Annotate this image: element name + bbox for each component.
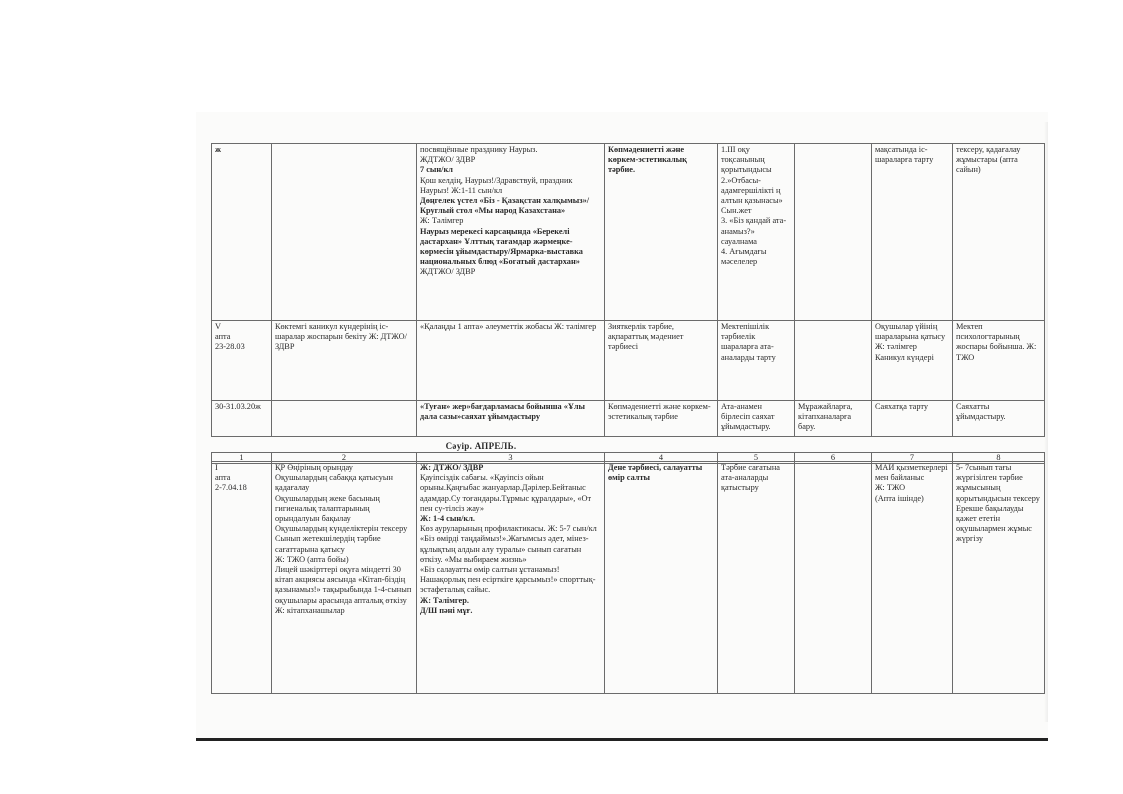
column-number: 7 <box>872 453 953 464</box>
direction-cell: Көпмәдениетті және көркем-эстетикалық тәрбие. <box>605 144 718 321</box>
events-cell: Ж: ДТЖО/ ЗДВР Қауіпсіздік сабағы. «Қауіпсіз ойын орыны.Қаңғыбас жануарлар.Дәрілер.Бейтаныс адамдар.Су тоғандары.Тұрмыс құралдары», «От пен су-тілсіз жау» Ж: 1-4 сын/кл. Көз ауруларының профилактикасы. Ж: 5-7 сын/кл «Біз өмірді таңдаймыз!».Жағымсыз әдет, мінез-құлықтың алдын алу туралы» сынып сағатын өткізу. «Мы выбираем жизнь» «Біз салауатты өмір салтын ұстанамыз! Нашақорлық пен есірткіге қарсымыз!» спорттық-эстафеталық сайыс. Ж: Тәлімгер. Д/Ш пәні мұғ. <box>417 462 605 694</box>
parents-cell: 1.ІІІ оқу тоқсанының қорытындысы 2.»Отбасы-адамгершілікті ң алтын қазынасы» Сын.жет 3. «Біз қандай ата-анамыз?» сауалнама 4. Ағымдағы мәселелер <box>718 144 795 321</box>
plan-table-march <box>211 143 1045 437</box>
tasks-cell: ҚР Өңіріның орындау Оқушылардың сабаққа қатысуын қадағалау Оқушылардың жеке басының гигиеналық талаптарының орындалуын бақылау Оқушылардың күнделіктерін тексеру Сынып жетекшілердің тәрбие сағаттарына қатысу Ж: ТЖО (апта бойы) Лицей шәкірттері оқуға міндетті 30 кітап акциясы аясында «Кітап-біздің қазынамыз!» тақырыбында 1-4-сынып оқушылары арасында апталық өткізу Ж: кітапханашылар <box>272 462 417 694</box>
community-cell <box>795 321 872 401</box>
tasks-cell <box>272 401 417 437</box>
plan-table-april <box>211 461 1045 694</box>
column-number: 3 <box>417 453 605 464</box>
direction-cell: Көпмәдениетті және көркем-эстетикалық тәрбие <box>605 401 718 437</box>
events-cell: «Туған» жер»бағдарламасы бойынша «Ұлы дала сазы»саяхат ұйымдастыру <box>417 401 605 437</box>
table-row <box>212 144 1045 321</box>
parents-cell: Тәрбие сағатына ата-аналарды қатыстыру <box>718 462 795 694</box>
control-cell: тексеру, қадағалау жұмыстары (апта сайын) <box>953 144 1045 321</box>
direction-cell: Дене тәрбиесі, салауатты өмір салты <box>605 462 718 694</box>
week-cell: І апта 2-7.04.18 <box>212 462 272 694</box>
involvement-cell: МАИ қызметкерлері мен байланыс Ж: ТЖО (Апта ішінде) <box>872 462 953 694</box>
table-row <box>212 462 1045 694</box>
table-row <box>212 401 1045 437</box>
week-cell: 30-31.03.20ж <box>212 401 272 437</box>
involvement-cell: мақсатында іс-шараларға тарту <box>872 144 953 321</box>
week-cell: V апта 23-28.03 <box>212 321 272 401</box>
column-number: 6 <box>795 453 872 464</box>
community-cell <box>795 144 872 321</box>
column-number: 5 <box>718 453 795 464</box>
direction-cell: Зияткерлік тәрбие, ақпараттық мәдениет тәрбиесі <box>605 321 718 401</box>
month-heading: Сәуір. АПРЕЛЬ. <box>445 441 517 451</box>
column-number: 2 <box>272 453 417 464</box>
control-cell: 5- 7сынып тағы жүргізілген тәрбие жұмысының қорытындысын тексеру Ерекше бақылауды қажет ететін оқушылармен жұмыс жүргізу <box>953 462 1045 694</box>
involvement-cell: Саяхатқа тарту <box>872 401 953 437</box>
parents-cell: Ата-анамен бірлесіп саяхат ұйымдастыру. <box>718 401 795 437</box>
parents-cell: Мектепішілік тәрбиелік шараларға ата-аналарды тарту <box>718 321 795 401</box>
control-cell: Саяхатты ұйымдастыру. <box>953 401 1045 437</box>
table-row <box>212 321 1045 401</box>
column-number: 4 <box>605 453 718 464</box>
control-cell: Мектеп психологтарының жоспары бойынша. Ж: ТЖО <box>953 321 1045 401</box>
tasks-cell: Көктемгі каникул күндерінің іс-шаралар жоспарын бекіту Ж: ДТЖО/ ЗДВР <box>272 321 417 401</box>
week-cell: ж <box>212 144 272 321</box>
column-number: 8 <box>953 453 1045 464</box>
community-cell: Мұражайларға, кітапханаларға бару. <box>795 401 872 437</box>
column-number: 1 <box>212 453 272 464</box>
tasks-cell <box>272 144 417 321</box>
events-cell: посвящённые празднику Наурыз. ЖДТЖО/ ЗДВР 7 сын/кл Қош келдің, Наурыз!/Здравствуй, праздник Наурыз! Ж:1-11 сын/кл Дөңгелек үстел «Біз - Қазақстан халқымыз»/Круглый стол «Мы народ Казахстана» Ж: Тәлімгер Наурыз мерекесі карсаңында «Берекелі дастархан» Ұлттық тағамдар жәрмеңке-көрмесін ұйымдастыру/Ярмарка-выставка национальных блюд «Богатый дастархан» ЖДТЖО/ ЗДВР <box>417 144 605 321</box>
community-cell <box>795 462 872 694</box>
involvement-cell: Оқушылар үйінің шараларына қатысу Ж: тәлімгер Каникул күндері <box>872 321 953 401</box>
events-cell: «Қалаңды 1 апта» әлеуметтік жобасы Ж: тәлімгер <box>417 321 605 401</box>
